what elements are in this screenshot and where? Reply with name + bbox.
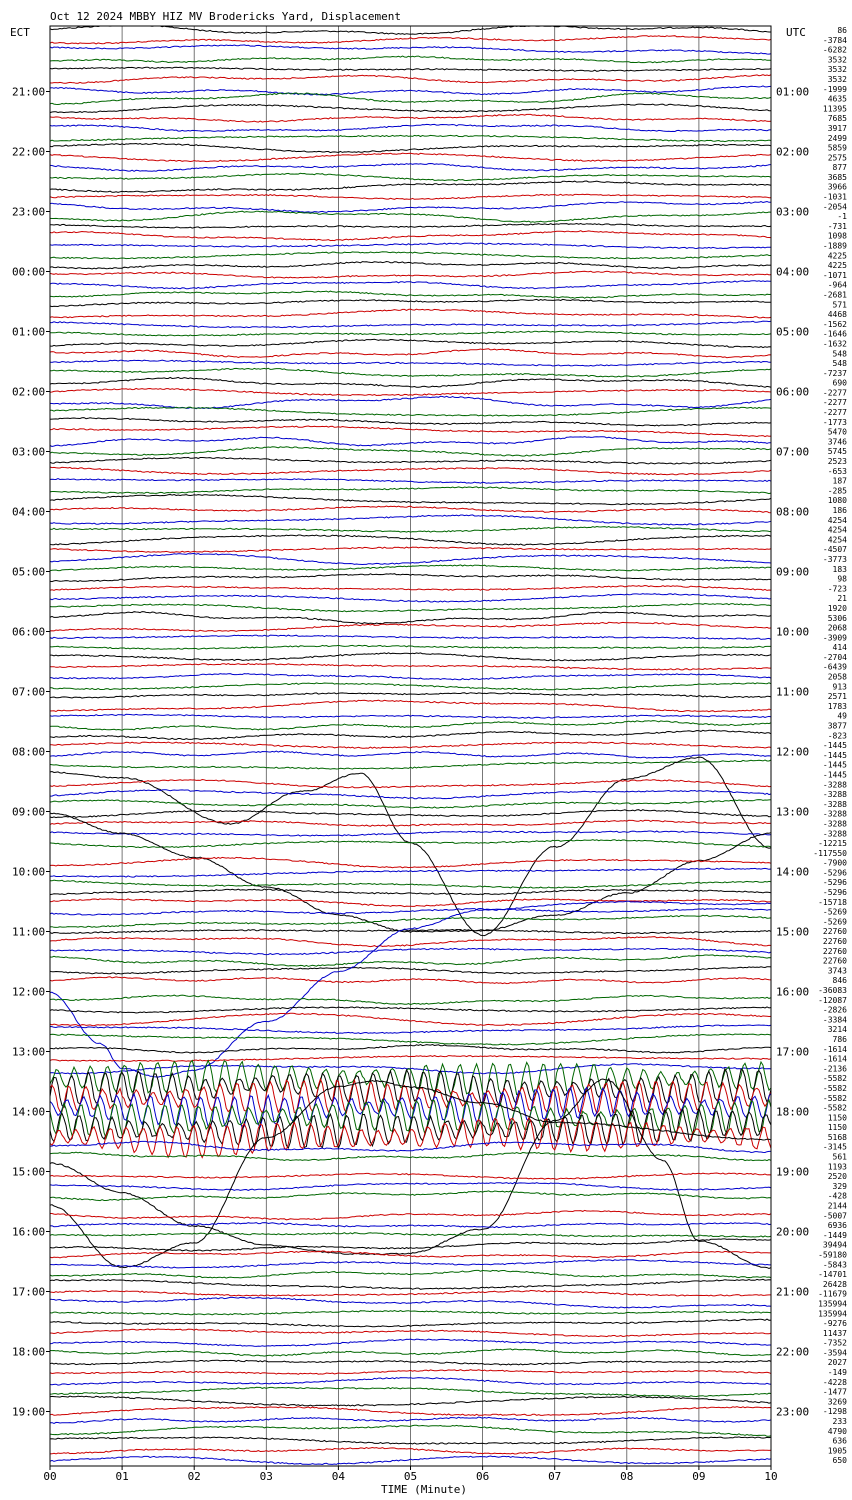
trace-offset-label: 11437: [822, 1328, 847, 1338]
trace-offset-label: 690: [832, 378, 847, 388]
trace-offset-label: 7685: [827, 114, 847, 124]
left-hour-label: 09:00: [12, 805, 46, 819]
trace-offset-label: -1071: [822, 270, 847, 280]
trace-offset-label: -9276: [822, 1319, 847, 1329]
trace-offset-label: -5582: [822, 1103, 847, 1113]
trace-offset-label: 21: [837, 594, 847, 604]
left-hour-label: 03:00: [12, 445, 46, 459]
trace-offset-label: 561: [832, 1152, 847, 1162]
trace-offset-label: 2027: [827, 1358, 847, 1368]
left-hour-label: 13:00: [12, 1045, 46, 1059]
trace-offset-label: 39494: [822, 1240, 847, 1250]
trace-offset-label: 3685: [827, 172, 847, 182]
trace-offset-label: -3909: [822, 633, 847, 643]
right-hour-label: 06:00: [776, 385, 810, 399]
trace-offset-label: -117550: [813, 848, 847, 858]
x-tick-label: 02: [187, 1470, 201, 1483]
trace-offset-label: 22760: [822, 956, 847, 966]
trace-offset-label: -5843: [822, 1260, 847, 1270]
trace-offset-label: 913: [832, 682, 847, 692]
right-hour-label: 23:00: [776, 1405, 810, 1419]
trace-offset-label: 5168: [827, 1132, 847, 1142]
trace-offset-label: 4468: [827, 310, 847, 320]
x-tick-label: 05: [403, 1470, 418, 1483]
x-tick-label: 07: [548, 1470, 562, 1483]
trace-offset-label: 135994: [818, 1309, 847, 1319]
trace-offset-label: 548: [832, 349, 847, 359]
trace-offset-label: 3877: [827, 721, 847, 731]
trace-offset-label: -6439: [822, 662, 847, 672]
trace-offset-label: -5296: [822, 888, 847, 898]
right-hour-label: 11:00: [776, 685, 810, 699]
left-hour-label: 12:00: [12, 985, 46, 999]
left-hour-label: 15:00: [12, 1165, 46, 1179]
trace-offset-label: 22760: [822, 937, 847, 947]
trace-offset-label: -3784: [822, 35, 847, 45]
trace-offset-label: -285: [827, 486, 847, 496]
left-hour-label: 05:00: [12, 565, 46, 579]
right-hour-label: 17:00: [776, 1045, 810, 1059]
right-hour-label: 20:00: [776, 1225, 810, 1239]
right-hour-label: 04:00: [776, 265, 810, 279]
trace-offset-label: -1999: [822, 84, 847, 94]
trace-offset-label: 2068: [827, 623, 847, 633]
trace-offset-label: 4635: [827, 94, 847, 104]
chart-title: Oct 12 2024 MBBY HIZ MV Brodericks Yard, Displacement: [50, 10, 401, 23]
trace-offset-label: 233: [832, 1417, 847, 1427]
trace-offset-label: -2277: [822, 408, 847, 418]
trace-offset-label: 846: [832, 976, 847, 986]
right-axis-label: UTC: [786, 26, 806, 39]
left-hour-label: 04:00: [12, 505, 46, 519]
left-hour-label: 06:00: [12, 625, 46, 639]
trace-offset-label: -2277: [822, 398, 847, 408]
trace-offset-label: 4254: [827, 535, 847, 545]
trace-offset-label: 1783: [827, 701, 847, 711]
trace-offset-label: 6936: [827, 1221, 847, 1231]
trace-offset-label: -15718: [818, 897, 847, 907]
trace-offset-label: -7352: [822, 1338, 847, 1348]
trace-offset-label: -3288: [822, 809, 847, 819]
trace-offset-label: 3917: [827, 123, 847, 133]
trace-offset-label: 11395: [822, 104, 847, 114]
trace-offset-label: 26428: [822, 1279, 847, 1289]
trace-offset-label: -1646: [822, 329, 847, 339]
trace-offset-label: 4254: [827, 525, 847, 535]
right-hour-label: 19:00: [776, 1165, 810, 1179]
trace-offset-label: 877: [832, 163, 847, 173]
trace-offset-label: 3966: [827, 182, 847, 192]
trace-offset-label: -5269: [822, 917, 847, 927]
trace-offset-label: -1773: [822, 417, 847, 427]
right-hour-label: 22:00: [776, 1345, 810, 1359]
trace-offset-label: 3214: [827, 1025, 847, 1035]
trace-offset-label: -36083: [818, 986, 847, 995]
trace-offset-label: -4228: [822, 1377, 847, 1387]
x-tick-label: 06: [475, 1470, 490, 1483]
trace-offset-label: -731: [827, 221, 847, 231]
trace-offset-label: 2520: [827, 1172, 847, 1182]
trace-offset-label: -5296: [822, 868, 847, 878]
trace-offset-label: -1445: [822, 750, 847, 760]
left-hour-label: 21:00: [12, 85, 46, 99]
right-hour-label: 08:00: [776, 505, 810, 519]
right-hour-label: 15:00: [776, 925, 810, 939]
x-tick-label: 10: [764, 1470, 778, 1483]
trace-offset-label: 1150: [827, 1123, 847, 1133]
trace-offset-label: -59180: [818, 1250, 847, 1260]
trace-offset-label: 22760: [822, 946, 847, 956]
left-axis-label: ECT: [10, 26, 30, 39]
left-hour-label: 17:00: [12, 1285, 46, 1299]
trace-offset-label: 414: [832, 643, 847, 653]
trace-offset-label: -5582: [822, 1074, 847, 1084]
trace-offset-label: -5582: [822, 1093, 847, 1103]
trace-offset-label: -1445: [822, 770, 847, 780]
left-hour-label: 08:00: [12, 745, 46, 759]
trace-offset-label: -1614: [822, 1054, 847, 1064]
trace-offset-label: -12087: [818, 995, 847, 1005]
trace-offset-label: -7237: [822, 368, 847, 378]
right-hour-label: 05:00: [776, 325, 810, 339]
right-hour-label: 13:00: [776, 805, 810, 819]
trace-offset-label: -2277: [822, 388, 847, 398]
trace-offset-label: 3532: [827, 65, 847, 75]
trace-offset-label: 1098: [827, 231, 847, 241]
x-tick-label: 04: [331, 1470, 346, 1483]
trace-offset-label: 2523: [827, 457, 847, 467]
trace-offset-label: 4225: [827, 251, 847, 261]
x-tick-label: 01: [115, 1470, 129, 1483]
trace-offset-label: -3288: [822, 799, 847, 809]
trace-offset-label: 183: [832, 564, 847, 574]
trace-offset-label: 5470: [827, 427, 847, 437]
trace-offset-label: -2826: [822, 1005, 847, 1015]
trace-offset-label: -149: [827, 1368, 847, 1378]
trace-offset-label: 1905: [827, 1446, 847, 1456]
trace-offset-label: -2681: [822, 290, 847, 300]
trace-offset-label: 49: [837, 711, 847, 721]
right-hour-label: 07:00: [776, 445, 810, 459]
trace-offset-label: 1080: [827, 496, 847, 506]
left-hour-label: 10:00: [12, 865, 46, 879]
trace-offset-label: -3594: [822, 1348, 847, 1358]
trace-offset-label: -964: [827, 280, 847, 290]
trace-offset-label: -1031: [822, 192, 847, 202]
trace-offset-label: -1477: [822, 1387, 847, 1397]
trace-offset-label: -1562: [822, 319, 847, 329]
x-tick-label: 09: [692, 1470, 706, 1483]
trace-offset-label: -1298: [822, 1407, 847, 1417]
trace-offset-label: 3532: [827, 74, 847, 84]
trace-offset-label: 3269: [827, 1397, 847, 1407]
trace-offset-label: -2136: [822, 1064, 847, 1074]
trace-offset-label: -2054: [822, 202, 847, 212]
trace-offset-labels: [813, 26, 847, 1465]
trace-offset-label: -5296: [822, 878, 847, 888]
trace-offset-label: -1614: [822, 1044, 847, 1054]
trace-offset-label: -1: [837, 212, 847, 222]
trace-offset-label: 2058: [827, 672, 847, 682]
right-hour-label: 18:00: [776, 1105, 810, 1119]
x-tick-labels: [43, 1466, 777, 1483]
trace-offset-label: 4225: [827, 261, 847, 271]
trace-offset-label: -6282: [822, 45, 847, 55]
trace-offset-label: 786: [832, 1034, 847, 1044]
trace-offset-label: -1445: [822, 760, 847, 770]
trace-offset-label: -14701: [818, 1270, 847, 1280]
trace-offset-label: 1920: [827, 603, 847, 613]
trace-offset-label: -5007: [822, 1211, 847, 1221]
trace-offset-label: 329: [832, 1181, 847, 1191]
x-tick-label: 03: [259, 1470, 273, 1483]
trace-offset-label: -3145: [822, 1142, 847, 1152]
right-hour-label: 21:00: [776, 1285, 810, 1299]
trace-offset-label: -1889: [822, 241, 847, 251]
trace-offset-label: 4790: [827, 1426, 847, 1436]
right-hour-label: 10:00: [776, 625, 810, 639]
right-hour-label: 16:00: [776, 985, 810, 999]
trace-offset-label: -823: [827, 731, 847, 741]
x-tick-label: 00: [43, 1470, 57, 1483]
left-hour-label: 22:00: [12, 145, 46, 159]
left-hour-label: 18:00: [12, 1345, 46, 1359]
trace-offset-label: -12215: [818, 839, 847, 849]
right-hour-labels: [776, 86, 809, 1419]
trace-offset-label: 135994: [818, 1299, 847, 1309]
trace-offset-label: 86: [837, 26, 847, 35]
right-hour-label: 09:00: [776, 565, 810, 579]
trace-offset-label: 1193: [827, 1162, 847, 1172]
trace-offset-label: -11679: [818, 1289, 847, 1299]
trace-offset-label: 3532: [827, 55, 847, 65]
x-tick-label: 08: [620, 1470, 634, 1483]
trace-offset-label: 650: [832, 1456, 847, 1466]
left-hour-label: 19:00: [12, 1405, 46, 1419]
trace-offset-label: 1150: [827, 1113, 847, 1123]
trace-offset-label: 186: [832, 506, 847, 515]
trace-offset-label: -2704: [822, 652, 847, 662]
trace-offset-label: 548: [832, 359, 847, 369]
trace-offset-label: -428: [827, 1191, 847, 1201]
right-hour-label: 12:00: [776, 745, 810, 759]
trace-offset-label: -4507: [822, 545, 847, 555]
trace-offset-label: -1449: [822, 1230, 847, 1240]
left-hour-label: 01:00: [12, 325, 46, 339]
trace-offset-label: 2571: [827, 692, 847, 702]
trace-offset-label: 3746: [827, 437, 847, 447]
trace-offset-label: 5859: [827, 143, 847, 153]
trace-offset-label: 5306: [827, 613, 847, 623]
trace-offset-label: 187: [832, 476, 847, 486]
trace-offset-label: 22760: [822, 927, 847, 937]
trace-offset-label: 3743: [827, 966, 847, 976]
left-hour-label: 16:00: [12, 1225, 46, 1239]
left-hour-label: 11:00: [12, 925, 46, 939]
trace-offset-label: 4254: [827, 515, 847, 525]
trace-offset-label: -5582: [822, 1083, 847, 1093]
trace-offset-label: -3384: [822, 1015, 847, 1025]
trace-offset-label: -7900: [822, 858, 847, 868]
trace-offset-label: -1632: [822, 339, 847, 349]
left-hour-labels: [12, 86, 50, 1419]
trace-offset-label: 2575: [827, 153, 847, 163]
trace-offset-label: 98: [837, 574, 847, 584]
trace-offset-label: 5745: [827, 447, 847, 457]
trace-offset-label: -653: [827, 466, 847, 476]
trace-offset-label: -1445: [822, 741, 847, 751]
right-hour-label: 01:00: [776, 85, 810, 99]
trace-offset-label: 2144: [827, 1201, 847, 1211]
trace-offset-label: 2499: [827, 133, 847, 143]
right-hour-label: 03:00: [776, 205, 810, 219]
trace-offset-label: -3288: [822, 780, 847, 790]
trace-offset-label: -5269: [822, 907, 847, 917]
right-hour-label: 02:00: [776, 145, 810, 159]
trace-offset-label: -3288: [822, 819, 847, 829]
right-hour-label: 14:00: [776, 865, 810, 879]
left-hour-label: 14:00: [12, 1105, 46, 1119]
left-hour-label: 02:00: [12, 385, 46, 399]
left-hour-label: 23:00: [12, 205, 46, 219]
left-hour-label: 00:00: [12, 265, 46, 279]
x-axis-label: TIME (Minute): [380, 1483, 468, 1496]
left-hour-label: 07:00: [12, 685, 46, 699]
trace-offset-label: 636: [832, 1436, 847, 1446]
trace-offset-label: -723: [827, 584, 847, 594]
trace-offset-label: -3288: [822, 790, 847, 800]
trace-offset-label: 571: [832, 300, 847, 310]
trace-offset-label: -3288: [822, 829, 847, 839]
trace-offset-label: -3773: [822, 554, 847, 564]
